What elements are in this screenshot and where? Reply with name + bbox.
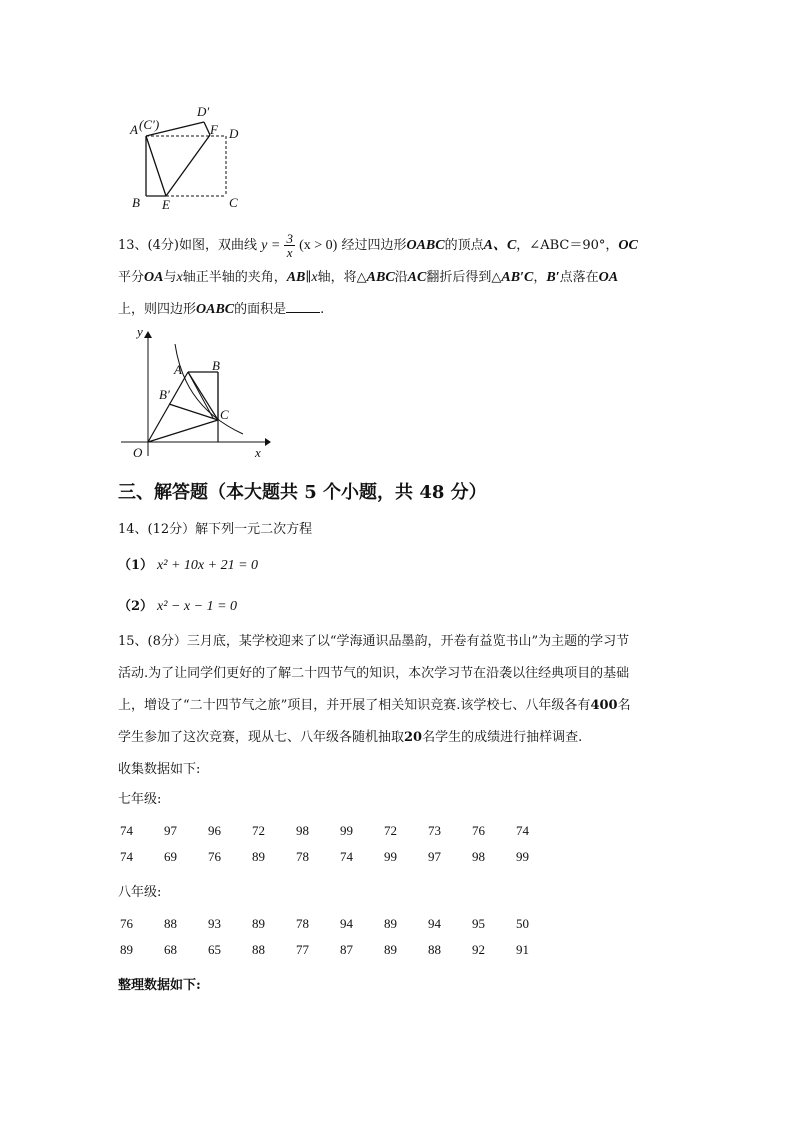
label-c: C	[220, 407, 229, 422]
grade7-score-cell: 97	[164, 823, 177, 838]
grade7-score-cell: 74	[340, 849, 353, 864]
grade8-score-cell: 68	[164, 942, 177, 957]
grade8-score-cell: 77	[296, 942, 309, 957]
x-axis-arrow	[265, 438, 271, 446]
label-c-prime: (C′)	[139, 117, 160, 132]
grade7-score-cell: 98	[296, 823, 309, 838]
answer-blank[interactable]	[286, 300, 320, 313]
grade7-score-cell: 78	[296, 849, 309, 864]
grade7-score-cell: 69	[164, 849, 177, 864]
grade7-table	[120, 818, 560, 870]
grade8-score-cell: 89	[384, 916, 397, 931]
grade8-score-cell: 88	[164, 916, 177, 931]
grade7-score-cell: 72	[384, 823, 397, 838]
q15-line4: 学生参加了这次竞赛，现从七、八年级各随机抽取20名学生的成绩进行抽样调查.	[118, 730, 583, 745]
y-axis-arrow	[144, 331, 152, 338]
grade8-score-cell: 50	[516, 916, 529, 931]
grade7-label: 七年级:	[118, 792, 162, 807]
label-a: A	[174, 362, 182, 377]
collect-data-label: 收集数据如下:	[118, 762, 201, 777]
figure-hyperbola-quadrilateral	[115, 322, 275, 462]
grade8-score-cell: 94	[340, 916, 353, 931]
label-f: F	[210, 122, 218, 137]
grade8-score-cell: 78	[296, 916, 309, 931]
hyperbola-curve	[175, 344, 243, 434]
label-x: x	[255, 445, 261, 460]
grade8-score-cell: 65	[208, 942, 221, 957]
grade7-score-cell: 76	[472, 823, 485, 838]
grade8-label: 八年级:	[118, 885, 162, 900]
grade7-score-cell: 99	[384, 849, 397, 864]
label-o: O	[133, 445, 143, 460]
label-e: E	[162, 197, 170, 212]
q14-part2: （2） x² − x − 1 = 0	[118, 599, 238, 614]
q15-line2: 活动.为了让同学们更好的了解二十四节气的知识，本次学习节在沿袭以往经典项目的基础	[118, 666, 630, 681]
grade7-score-cell: 89	[252, 849, 265, 864]
grade8-score-cell: 92	[472, 942, 485, 957]
q15-line3: 上，增设了“二十四节气之旅”项目，并开展了相关知识竞赛.该学校七、八年级各有400名	[118, 698, 631, 713]
q13-line3: 上，则四边形OABC的面积是 .	[118, 302, 325, 317]
edge-ac	[188, 372, 218, 420]
edge-b-prime-c	[169, 404, 218, 420]
figure-rectangle-fold	[128, 100, 258, 215]
grade7-score-cell: 74	[120, 849, 133, 864]
grade7-score-cell: 97	[428, 849, 441, 864]
label-d: D	[229, 126, 239, 141]
grade8-score-cell: 95	[472, 916, 485, 931]
grade7-row	[120, 844, 560, 870]
grade8-score-cell: 89	[384, 942, 397, 957]
q15-line1: 15、(8分）三月底，某学校迎来了以“学海通识品墨韵，开卷有益览书山”为主题的学习节	[118, 634, 630, 649]
grade7-score-cell: 96	[208, 823, 221, 838]
grade8-score-cell: 88	[252, 942, 265, 957]
edge-ae	[146, 136, 166, 196]
grade8-score-cell: 94	[428, 916, 441, 931]
label-b: B	[212, 358, 220, 373]
grade8-row	[120, 911, 560, 937]
grade8-row	[120, 937, 560, 963]
q13-line2: 平分OA与x轴正半轴的夹角，AB∥x轴，将△ABC沿AC翻折后得到△AB′C，B′点落在OA	[118, 270, 619, 285]
edge-ef	[166, 135, 210, 196]
organize-data-label: 整理数据如下:	[118, 978, 201, 993]
grade8-table	[120, 911, 560, 963]
grade7-score-cell: 76	[208, 849, 221, 864]
label-c: C	[229, 195, 238, 210]
grade8-score-cell: 88	[428, 942, 441, 957]
grade7-score-cell: 73	[428, 823, 441, 838]
grade8-score-cell: 93	[208, 916, 221, 931]
grade8-score-cell: 87	[340, 942, 353, 957]
grade8-score-cell: 76	[120, 916, 133, 931]
grade7-row	[120, 818, 560, 844]
fraction-3-over-x: $\frac{3}{x}$	[286, 231, 293, 260]
grade8-score-cell: 89	[252, 916, 265, 931]
grade8-score-cell: 91	[516, 942, 529, 957]
label-a: A	[130, 122, 138, 137]
grade7-score-cell: 99	[516, 849, 529, 864]
grade7-score-cell: 74	[516, 823, 529, 838]
grade7-score-cell: 72	[252, 823, 265, 838]
grade8-score-cell: 89	[120, 942, 133, 957]
grade7-score-cell: 99	[340, 823, 353, 838]
label-d-prime: D′	[197, 104, 210, 119]
label-b: B	[132, 195, 140, 210]
section-title: 三、解答题（本大题共 5 个小题，共 48 分）	[118, 482, 487, 503]
q14-header: 14、(12分）解下列一元二次方程	[118, 522, 313, 537]
label-b-prime: B′	[159, 387, 170, 402]
grade7-score-cell: 98	[472, 849, 485, 864]
grade7-score-cell: 74	[120, 823, 133, 838]
q13-line1: 13、(4分)如图，双曲线 y = $\frac{3}{x}$ (x > 0) 经过四边形OABC的顶点A、C，∠ABC＝90°，OC	[118, 231, 638, 260]
q14-part1: （1） x² + 10x + 21 = 0	[118, 558, 259, 573]
label-y: y	[137, 324, 143, 339]
